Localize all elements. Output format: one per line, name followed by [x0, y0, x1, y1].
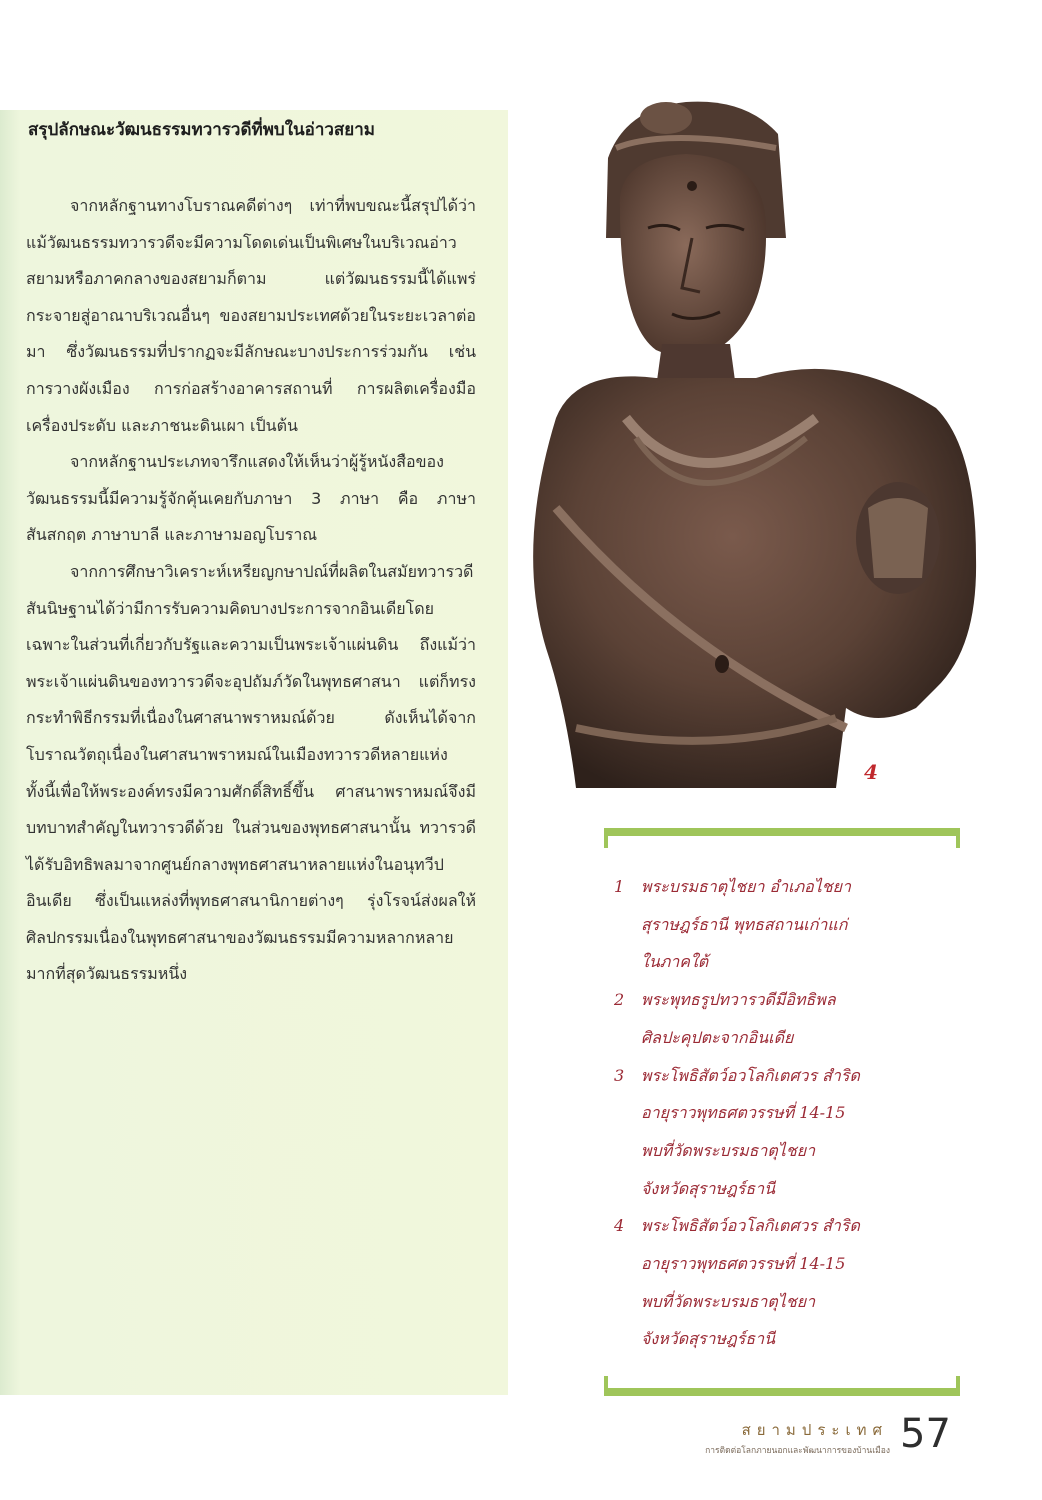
caption-border-corner	[956, 1376, 960, 1396]
caption-text: พระโพธิสัตว์อวโลกิเตศวร สำริด อายุราวพุทธศตวรรษที่ 14-15 พบที่วัดพระบรมธาตุไชยา จังหวัดสุราษฎร์ธานี	[641, 1065, 860, 1198]
caption-item	[614, 1057, 944, 1208]
caption-number: 4	[614, 1216, 625, 1236]
caption-number: 2	[614, 990, 625, 1010]
paragraph: จากหลักฐานทางโบราณคดีต่างๆ เท่าที่พบขณะนี้สรุปได้ว่า แม้วัฒนธรรมทวารวดีจะมีความโดดเด่นเป็นพิเศษในบริเวณอ่าวสยามหรือภาคกลางของสยามก็ตาม แต่วัฒนธรรมนี้ได้แพร่กระจายสู่อาณาบริเวณอื่นๆ ของสยามประเทศด้วยในระยะเวลาต่อมา ซึ่งวัฒนธรรมที่ปรากฏจะมีลักษณะบางประการร่วมกัน เช่น การวางผังเมือง การก่อสร้างอาคารสถานที่ การผลิตเครื่องมือ เครื่องประดับ และภาชนะดินเผา เป็นต้น	[26, 196, 476, 435]
paragraph: จากการศึกษาวิเคราะห์เหรียญกษาปณ์ที่ผลิตในสมัยทวารวดี สันนิษฐานได้ว่ามีการรับความคิดบางประการจากอินเดียโดยเฉพาะในส่วนที่เกี่ยวกับรัฐและความเป็นพระเจ้าแผ่นดิน ถึงแม้ว่าพระเจ้าแผ่นดินของทวารวดีจะอุปถัมภ์วัดในพุทธศาสนา แต่ก็ทรงกระทำพิธีกรรมที่เนื่องในศาสนาพราหมณ์ด้วย ดังเห็นได้จากโบราณวัตถุเนื่องในศาสนาพราหมณ์ในเมืองทวารวดีหลายแห่ง ทั้งนี้เพื่อให้พระองค์ทรงมีความศักดิ์สิทธิ์ขึ้น ศาสนาพราหมณ์จึงมีบทบาทสำคัญในทวารวดีด้วย ในส่วนของพุทธศาสนานั้น ทวารวดีได้รับอิทธิพลมาจากศูนย์กลางพุทธศาสนาหลายแห่งในอนุทวีปอินเดีย ซึ่งเป็นแหล่งที่พุทธศาสนานิกายต่างๆ รุ่งโรจน์ส่งผลให้ศิลปกรรมเนื่องในพุทธศาสนาของวัฒนธรรมมีความหลากหลายมากที่สุดวัฒนธรรมหนึ่ง	[26, 561, 476, 984]
caption-box	[604, 828, 960, 1396]
figure-number: 4	[864, 760, 878, 784]
article-body	[26, 188, 476, 993]
magazine-subtitle: การติดต่อโลกภายนอกและพัฒนาการของบ้านเมือง	[705, 1446, 890, 1456]
caption-number: 1	[614, 877, 625, 896]
caption-border-bottom	[604, 1388, 960, 1396]
caption-border-corner	[604, 1376, 608, 1396]
caption-border-top	[604, 828, 960, 836]
page-number: 57	[900, 1411, 951, 1457]
section-heading: สรุปลักษณะวัฒนธรรมทวารวดีที่พบในอ่าวสยาม	[28, 120, 376, 140]
caption-text: พระบรมธาตุไชยา อำเภอไชยา สุราษฎร์ธานี พุทธสถานเก่าแก่ ในภาคใต้	[641, 877, 852, 972]
bodhisattva-statue-image	[516, 88, 996, 790]
caption-text: พระโพธิสัตว์อวโลกิเตศวร สำริด อายุราวพุทธศตวรรษที่ 14-15 พบที่วัดพระบรมธาตุไชยา จังหวัดสุราษฎร์ธานี	[641, 1216, 860, 1349]
caption-number: 3	[614, 1065, 625, 1085]
caption-list	[614, 868, 944, 1358]
caption-item	[614, 868, 944, 981]
magazine-title: สยามประเทศ	[741, 1421, 888, 1439]
caption-item	[614, 1207, 944, 1358]
caption-text: พระพุทธรูปทวารวดีมีอิทธิพล ศิลปะคุปตะจากอินเดีย	[641, 990, 836, 1047]
caption-border-corner	[956, 828, 960, 848]
paragraph: จากหลักฐานประเภทจารึกแสดงให้เห็นว่าผู้รู้หนังสือของวัฒนธรรมนี้มีความรู้จักคุ้นเคยกับภาษา 3 ภาษา คือ ภาษาสันสกฤต ภาษาบาลี และภาษามอญโบราณ	[26, 452, 476, 545]
caption-item	[614, 981, 944, 1056]
caption-border-corner	[604, 828, 608, 848]
